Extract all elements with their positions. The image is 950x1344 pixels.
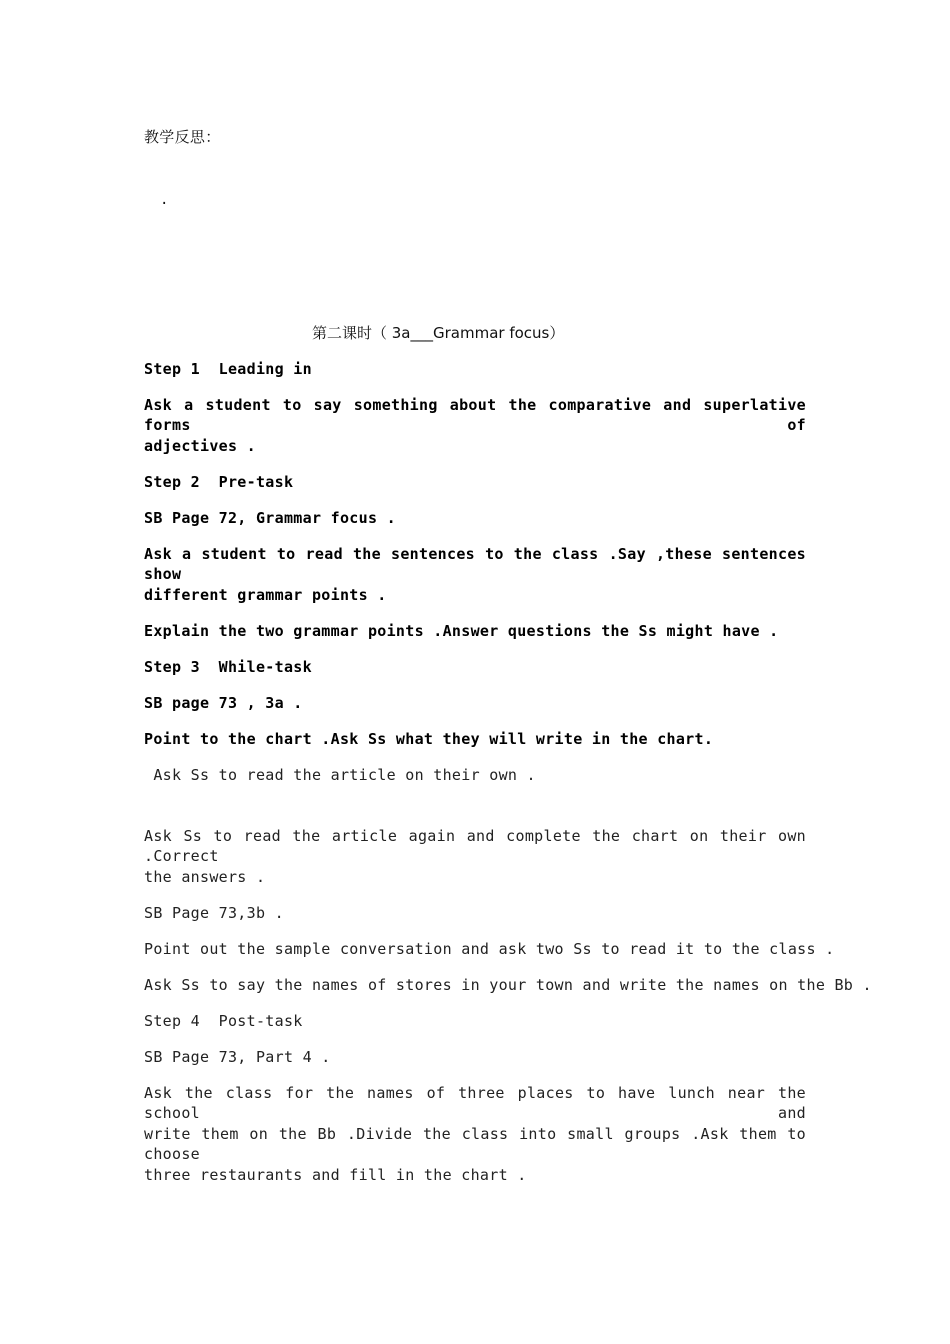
text-line: SB Page 72, Grammar focus . [144,509,396,527]
text-line: Point to the chart .Ask Ss what they will write in the chart. [144,730,714,748]
text-line: the answers . [144,868,266,886]
step-3-heading: Step 3 While-task [144,658,312,676]
dot-mark: . [160,192,169,208]
text-line: write them on the Bb .Divide the class into small groups .Ask them to choose [144,1125,806,1163]
text-line: different grammar points . [144,586,387,604]
text-line: Explain the two grammar points .Answer questions the Ss might have . [144,622,779,640]
reflection-label: 教学反思： [144,128,221,146]
step-2-heading: Step 2 Pre-task [144,473,294,491]
text-line: Ask Ss to read the article again and complete the chart on their own .Correct [144,827,806,865]
text-line: Ask the class for the names of three places to have lunch near the school and [144,1084,806,1122]
text-line: Ask a student to say something about the comparative and superlative forms of [144,396,806,434]
text-line: Ask a student to read the sentences to the class .Say ,these sentences show [144,545,806,583]
step-4-heading: Step 4 Post-task [144,1012,303,1030]
text-line: SB page 73 , 3a . [144,694,303,712]
text-line: SB Page 73,3b . [144,904,284,922]
text-line: three restaurants and fill in the chart . [144,1166,527,1184]
text-line: SB Page 73, Part 4 . [144,1048,331,1066]
text-line: adjectives . [144,437,256,455]
text-line: Ask Ss to say the names of stores in your town and write the names on the Bb . [144,976,872,994]
step-1-heading: Step 1 Leading in [144,360,312,378]
text-line: Ask Ss to read the article on their own . [144,766,536,784]
lesson-title: 第二课时（ 3a___Grammar focus） [312,324,565,342]
text-line: Point out the sample conversation and ask two Ss to read it to the class . [144,940,835,958]
